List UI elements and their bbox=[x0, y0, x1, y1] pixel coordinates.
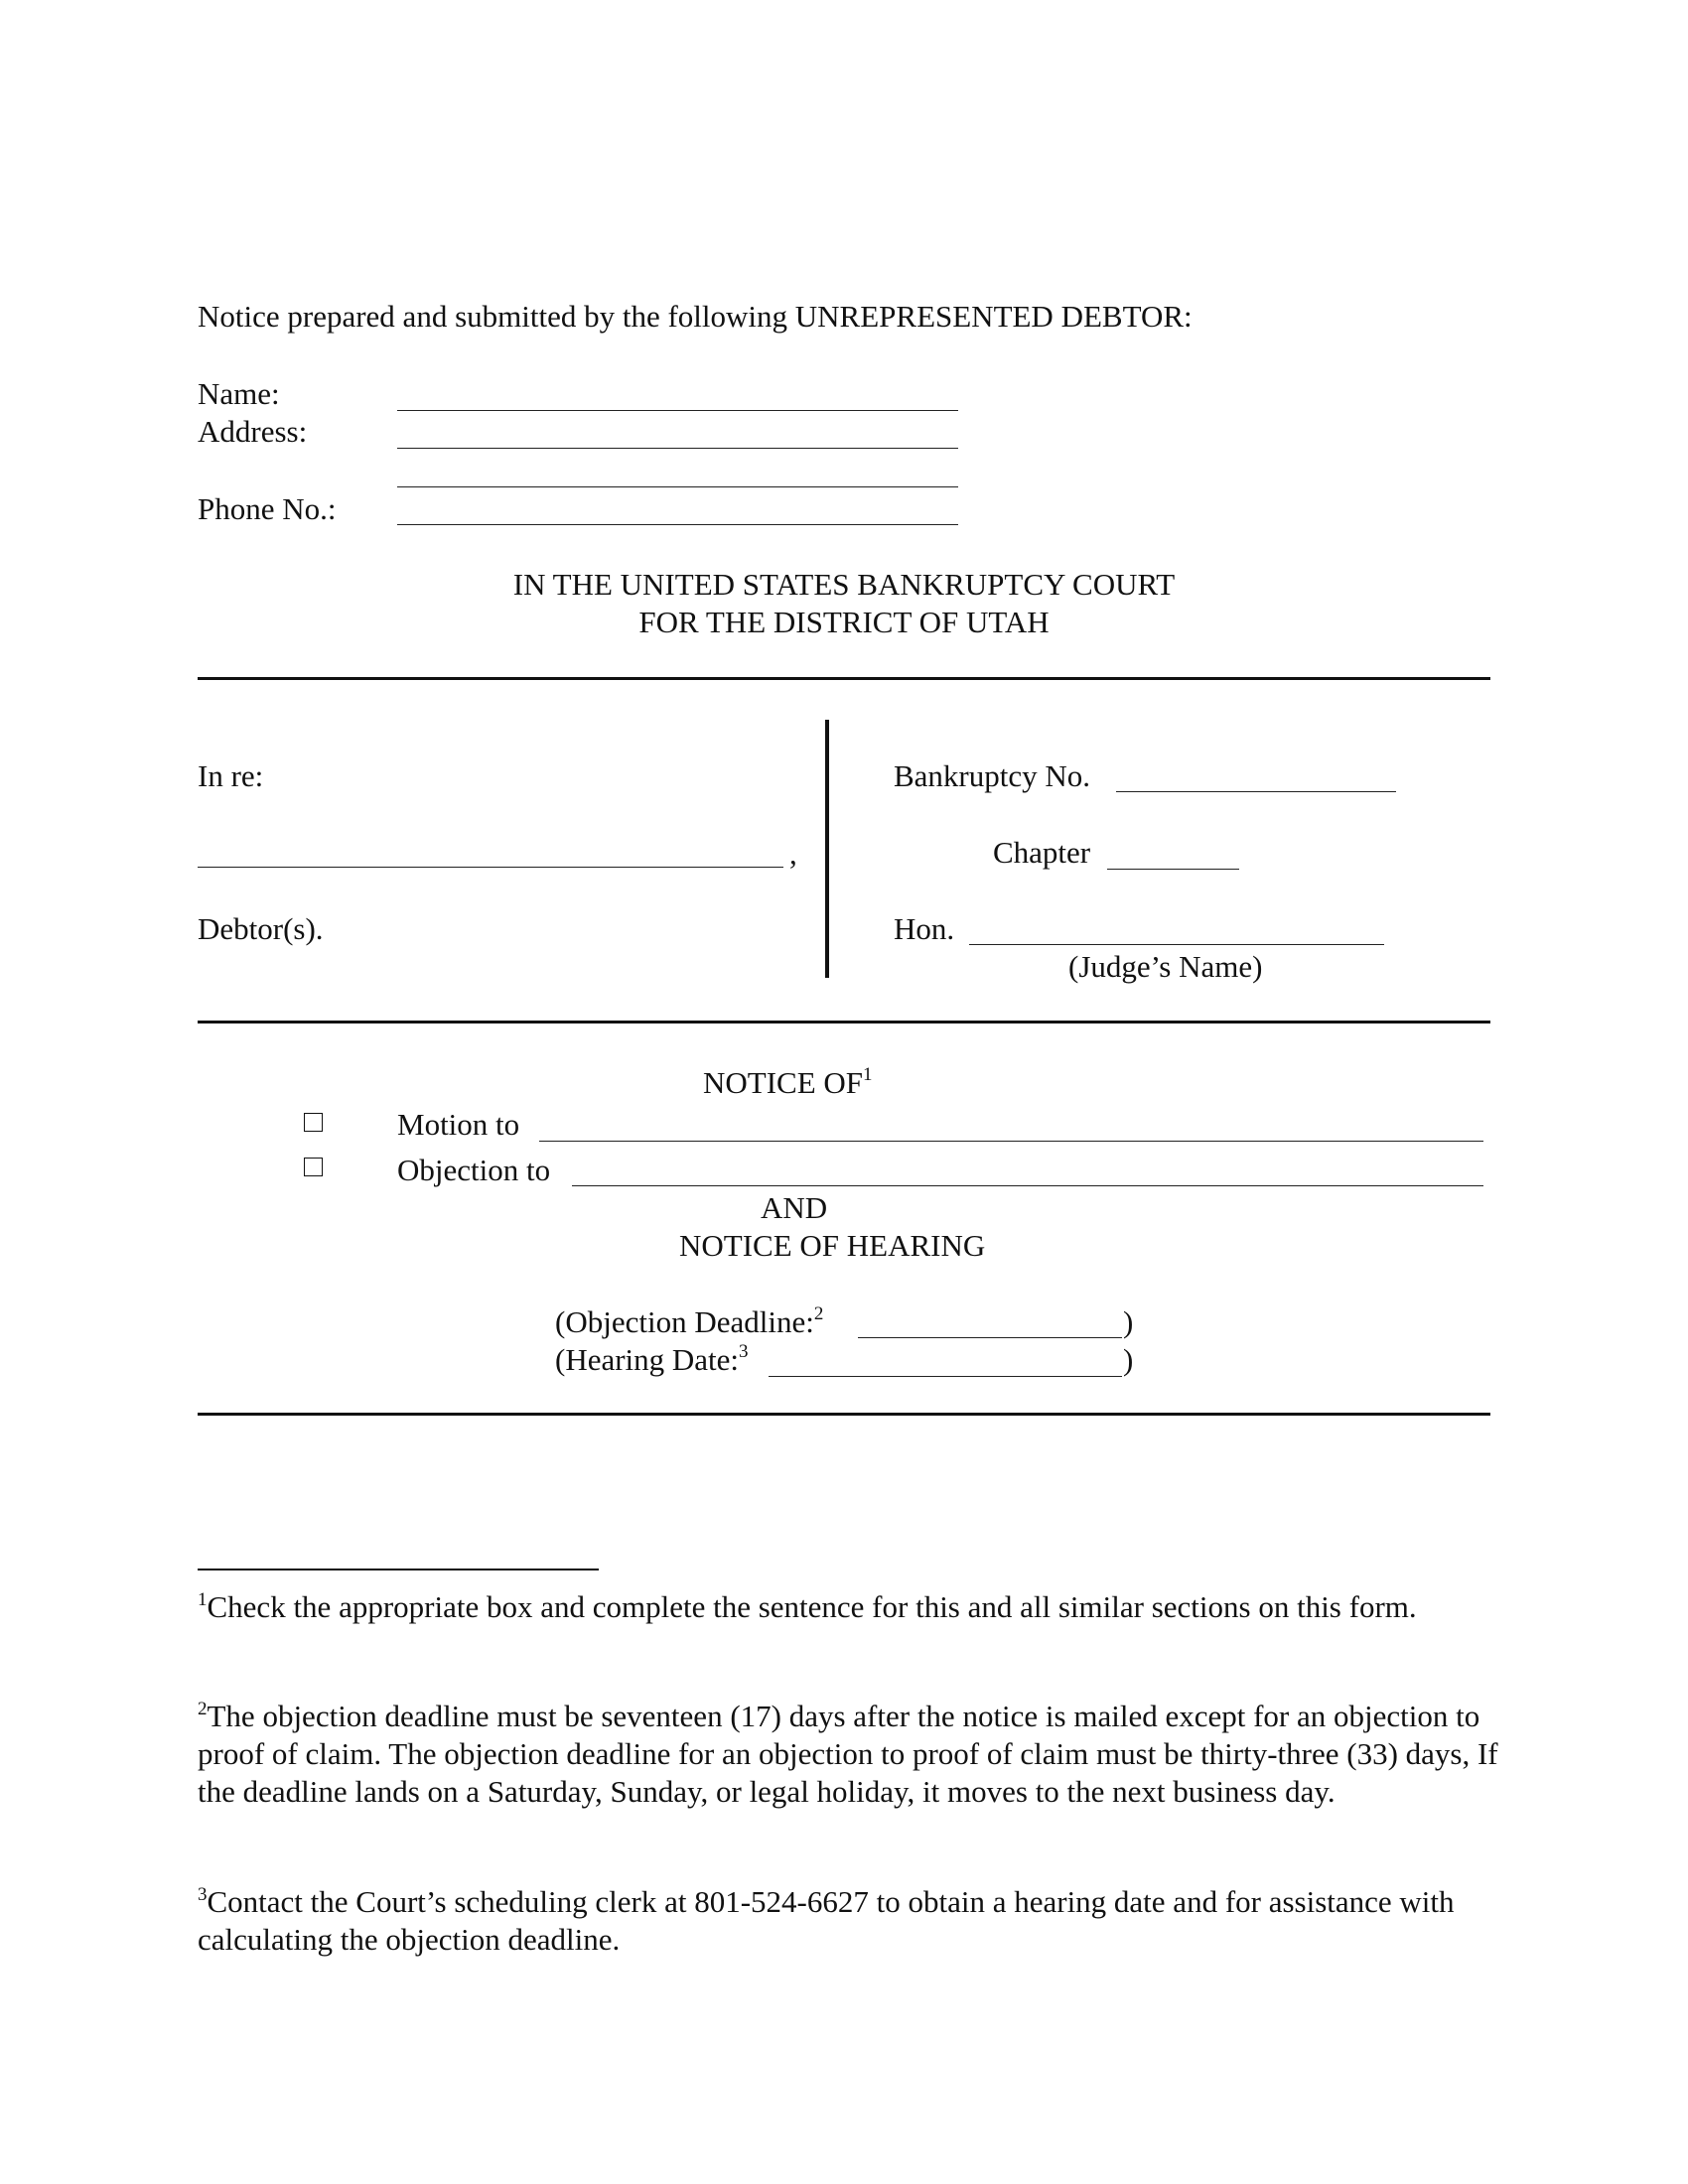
notice-of-hearing-title: NOTICE OF HEARING bbox=[679, 1228, 986, 1263]
footnote-2-ref: 2 bbox=[198, 1699, 208, 1719]
chapter-field[interactable] bbox=[1107, 869, 1239, 870]
footnote-2-text: The objection deadline must be seventeen (17) days after the notice is mailed except for an objection to proof of claim. The objection deadline for an objection to proof of claim must be thirty-three (33) days, If the deadline lands on a Saturday, Sunday, or legal holiday, it moves to the next business day. bbox=[198, 1699, 1498, 1809]
footnote-ref-3: 3 bbox=[739, 1341, 749, 1362]
in-re-label: In re: bbox=[198, 758, 264, 793]
debtors-label: Debtor(s). bbox=[198, 911, 324, 946]
name-field[interactable] bbox=[397, 410, 958, 411]
objection-checkbox[interactable] bbox=[304, 1158, 323, 1176]
phone-field[interactable] bbox=[397, 524, 958, 525]
objection-deadline-close: ) bbox=[1123, 1304, 1134, 1339]
footnote-ref-2: 2 bbox=[813, 1303, 824, 1324]
debtor-name-field[interactable] bbox=[198, 867, 783, 868]
objection-deadline-label bbox=[555, 1303, 824, 1339]
footnote-3 bbox=[198, 1883, 1498, 1959]
objection-field[interactable] bbox=[572, 1185, 1483, 1186]
notice-title-text: NOTICE OF bbox=[703, 1065, 864, 1100]
hearing-date-text: (Hearing Date: bbox=[555, 1342, 740, 1377]
hearing-date-label bbox=[555, 1341, 749, 1377]
judge-name-field[interactable] bbox=[969, 944, 1384, 945]
phone-label: Phone No.: bbox=[198, 491, 337, 526]
motion-label: Motion to bbox=[397, 1107, 520, 1142]
bankruptcy-no-label: Bankruptcy No. bbox=[894, 758, 1091, 793]
footnote-3-text: Contact the Court’s scheduling clerk at 801-524-6627 to obtain a hearing date and for assistance with calculating the objection deadline. bbox=[198, 1884, 1455, 1957]
footnote-3-ref: 3 bbox=[198, 1884, 208, 1905]
chapter-label: Chapter bbox=[993, 835, 1091, 870]
caption-top-rule bbox=[198, 677, 1490, 680]
notice-bottom-rule bbox=[198, 1413, 1490, 1416]
address-label: Address: bbox=[198, 414, 308, 449]
footnote-2 bbox=[198, 1698, 1498, 1811]
name-label: Name: bbox=[198, 376, 280, 411]
prepared-by-text: Notice prepared and submitted by the following UNREPRESENTED DEBTOR: bbox=[198, 299, 1193, 334]
court-name: IN THE UNITED STATES BANKRUPTCY COURT bbox=[512, 567, 1176, 602]
motion-field[interactable] bbox=[539, 1141, 1483, 1142]
motion-checkbox[interactable] bbox=[304, 1113, 323, 1132]
footnote-1 bbox=[198, 1588, 1498, 1626]
hon-label: Hon. bbox=[894, 911, 955, 946]
notice-title bbox=[703, 1064, 873, 1100]
caption-bottom-rule bbox=[198, 1021, 1490, 1024]
bankruptcy-no-field[interactable] bbox=[1116, 791, 1396, 792]
objection-deadline-text: (Objection Deadline: bbox=[555, 1304, 814, 1339]
objection-deadline-field[interactable] bbox=[858, 1337, 1122, 1338]
footnote-ref-1: 1 bbox=[863, 1064, 873, 1085]
judge-name-hint: (Judge’s Name) bbox=[1068, 949, 1263, 984]
court-district: FOR THE DISTRICT OF UTAH bbox=[638, 605, 1050, 639]
footnote-1-ref: 1 bbox=[198, 1589, 208, 1610]
caption-divider bbox=[825, 720, 829, 978]
address-field-line-1[interactable] bbox=[397, 448, 958, 449]
objection-label: Objection to bbox=[397, 1153, 551, 1187]
address-field-line-2[interactable] bbox=[397, 486, 958, 487]
footnote-separator bbox=[198, 1569, 599, 1570]
debtor-name-comma: , bbox=[789, 836, 797, 871]
and-text: AND bbox=[761, 1190, 828, 1225]
hearing-date-field[interactable] bbox=[769, 1376, 1122, 1377]
hearing-date-close: ) bbox=[1123, 1342, 1134, 1377]
footnote-1-text: Check the appropriate box and complete the sentence for this and all similar sections on this form. bbox=[207, 1589, 1417, 1624]
